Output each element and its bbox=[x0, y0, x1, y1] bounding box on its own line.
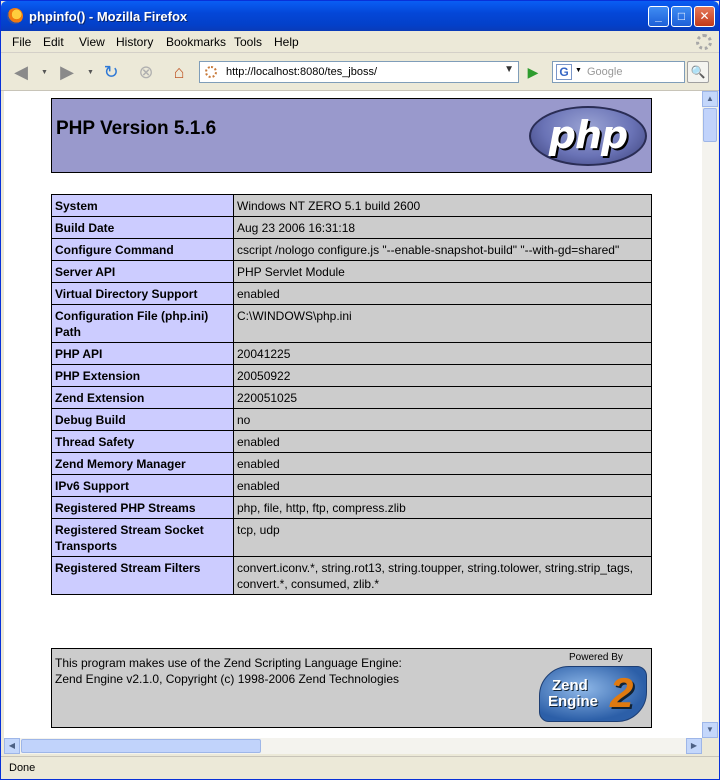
row-value: enabled bbox=[234, 431, 652, 453]
zend-logo[interactable] bbox=[536, 650, 650, 726]
row-key: Build Date bbox=[52, 217, 234, 239]
horizontal-scrollbar[interactable] bbox=[4, 738, 702, 754]
forward-arrow-icon[interactable]: ▶ bbox=[60, 62, 74, 82]
search-input[interactable]: Google bbox=[587, 66, 623, 78]
menu-tools[interactable]: Tools bbox=[234, 35, 263, 49]
table-row bbox=[52, 261, 652, 283]
engine-dropdown-icon[interactable]: ▼ bbox=[575, 67, 582, 74]
row-value: 220051025 bbox=[234, 387, 652, 409]
row-key: System bbox=[52, 195, 234, 217]
table-row bbox=[52, 497, 652, 519]
zend-logo-number: 2 bbox=[610, 669, 634, 716]
scrollbar-corner bbox=[702, 738, 718, 754]
close-button[interactable]: ✕ bbox=[694, 6, 715, 27]
row-key: Zend Extension bbox=[52, 387, 234, 409]
php-logo-text: php bbox=[548, 113, 628, 157]
zend-line-2: Zend Engine v2.1.0, Copyright (c) 1998-2006 Zend Technologies bbox=[55, 672, 399, 686]
row-value: Aug 23 2006 16:31:18 bbox=[234, 217, 652, 239]
url-dropdown-icon[interactable]: ▼ bbox=[504, 64, 514, 75]
row-value: tcp, udp bbox=[234, 519, 652, 557]
menu-history[interactable]: History bbox=[116, 35, 154, 49]
back-history-dropdown-icon[interactable]: ▼ bbox=[41, 69, 48, 76]
page-loading-icon bbox=[205, 66, 217, 78]
row-value: 20050922 bbox=[234, 365, 652, 387]
row-key: PHP API bbox=[52, 343, 234, 365]
table-row bbox=[52, 557, 652, 595]
row-key: Registered PHP Streams bbox=[52, 497, 234, 519]
row-value: no bbox=[234, 409, 652, 431]
reload-icon[interactable]: ↻ bbox=[103, 62, 119, 82]
status-bar bbox=[1, 756, 719, 779]
powered-by-label: Powered By bbox=[569, 652, 623, 663]
menu-help[interactable]: Help bbox=[274, 35, 299, 49]
table-row bbox=[52, 239, 652, 261]
zend-engine-emblem bbox=[539, 666, 647, 722]
address-bar[interactable] bbox=[199, 61, 519, 83]
zend-line-1: This program makes use of the Zend Scripting Language Engine: bbox=[55, 656, 402, 670]
table-row bbox=[52, 409, 652, 431]
vertical-scroll-thumb[interactable] bbox=[703, 108, 717, 142]
url-input[interactable]: http://localhost:8080/tes_jboss/ bbox=[226, 66, 378, 78]
forward-history-dropdown-icon[interactable]: ▼ bbox=[87, 69, 94, 76]
title-bar[interactable] bbox=[1, 1, 719, 31]
row-key: Registered Stream Filters bbox=[52, 557, 234, 595]
row-value: php, file, http, ftp, compress.zlib bbox=[234, 497, 652, 519]
window-title: phpinfo() - Mozilla Firefox bbox=[29, 9, 188, 24]
vertical-scrollbar[interactable] bbox=[702, 91, 718, 738]
menu-view[interactable]: View bbox=[79, 35, 105, 49]
row-key: Registered Stream Socket Transports bbox=[52, 519, 234, 557]
minimize-button[interactable]: _ bbox=[648, 6, 669, 27]
table-row bbox=[52, 365, 652, 387]
stop-icon[interactable]: ⊗ bbox=[138, 62, 154, 82]
menu-edit[interactable]: Edit bbox=[43, 35, 64, 49]
table-row bbox=[52, 387, 652, 409]
php-logo bbox=[529, 106, 647, 166]
row-value: Windows NT ZERO 5.1 build 2600 bbox=[234, 195, 652, 217]
table-row bbox=[52, 305, 652, 343]
row-value: PHP Servlet Module bbox=[234, 261, 652, 283]
page-content bbox=[4, 91, 702, 738]
status-text: Done bbox=[9, 762, 36, 774]
menu-bookmarks[interactable]: Bookmarks bbox=[166, 35, 227, 49]
scroll-right-icon[interactable]: ▶ bbox=[686, 738, 702, 754]
zend-logo-word-1: Zend bbox=[552, 677, 588, 694]
google-engine-icon[interactable]: G bbox=[556, 64, 572, 80]
scroll-down-icon[interactable]: ▼ bbox=[702, 722, 718, 738]
throbber-icon bbox=[696, 34, 712, 50]
search-magnifier-icon[interactable]: 🔍 bbox=[687, 61, 709, 83]
horizontal-scroll-thumb[interactable] bbox=[21, 739, 261, 753]
menu-file[interactable]: File bbox=[12, 35, 32, 49]
scroll-left-icon[interactable]: ◀ bbox=[4, 738, 20, 754]
zend-logo-word-2: Engine bbox=[548, 693, 599, 710]
row-value: C:\WINDOWS\php.ini bbox=[234, 305, 652, 343]
row-key: Zend Memory Manager bbox=[52, 453, 234, 475]
row-value: enabled bbox=[234, 283, 652, 305]
row-key: Virtual Directory Support bbox=[52, 283, 234, 305]
row-value: enabled bbox=[234, 453, 652, 475]
go-arrow-icon[interactable]: ▶ bbox=[527, 64, 539, 80]
search-bar[interactable] bbox=[552, 61, 685, 83]
row-value: convert.iconv.*, string.rot13, string.toupper, string.tolower, string.strip_tags, convert.*, consumed, zlib.* bbox=[234, 557, 652, 595]
row-key: Thread Safety bbox=[52, 431, 234, 453]
table-row bbox=[52, 343, 652, 365]
menu-bar bbox=[1, 31, 719, 53]
row-value: cscript /nologo configure.js "--enable-snapshot-build" "--with-gd=shared" bbox=[234, 239, 652, 261]
row-key: Debug Build bbox=[52, 409, 234, 431]
table-row bbox=[52, 217, 652, 239]
back-arrow-icon[interactable]: ◀ bbox=[14, 62, 28, 82]
firefox-icon bbox=[7, 8, 23, 24]
zend-text bbox=[55, 655, 402, 687]
info-table bbox=[51, 194, 652, 595]
row-key: Configure Command bbox=[52, 239, 234, 261]
maximize-button[interactable]: □ bbox=[671, 6, 692, 27]
row-value: 20041225 bbox=[234, 343, 652, 365]
table-row bbox=[52, 519, 652, 557]
row-key: Configuration File (php.ini) Path bbox=[52, 305, 234, 343]
php-header bbox=[51, 98, 652, 173]
table-row bbox=[52, 195, 652, 217]
table-row bbox=[52, 431, 652, 453]
scroll-up-icon[interactable]: ▲ bbox=[702, 91, 718, 107]
row-value: enabled bbox=[234, 475, 652, 497]
table-row bbox=[52, 283, 652, 305]
zend-box bbox=[51, 648, 652, 728]
row-key: IPv6 Support bbox=[52, 475, 234, 497]
page-title: PHP Version 5.1.6 bbox=[56, 118, 217, 139]
home-icon[interactable]: ⌂ bbox=[173, 62, 185, 82]
table-row bbox=[52, 453, 652, 475]
row-key: PHP Extension bbox=[52, 365, 234, 387]
table-row bbox=[52, 475, 652, 497]
row-key: Server API bbox=[52, 261, 234, 283]
